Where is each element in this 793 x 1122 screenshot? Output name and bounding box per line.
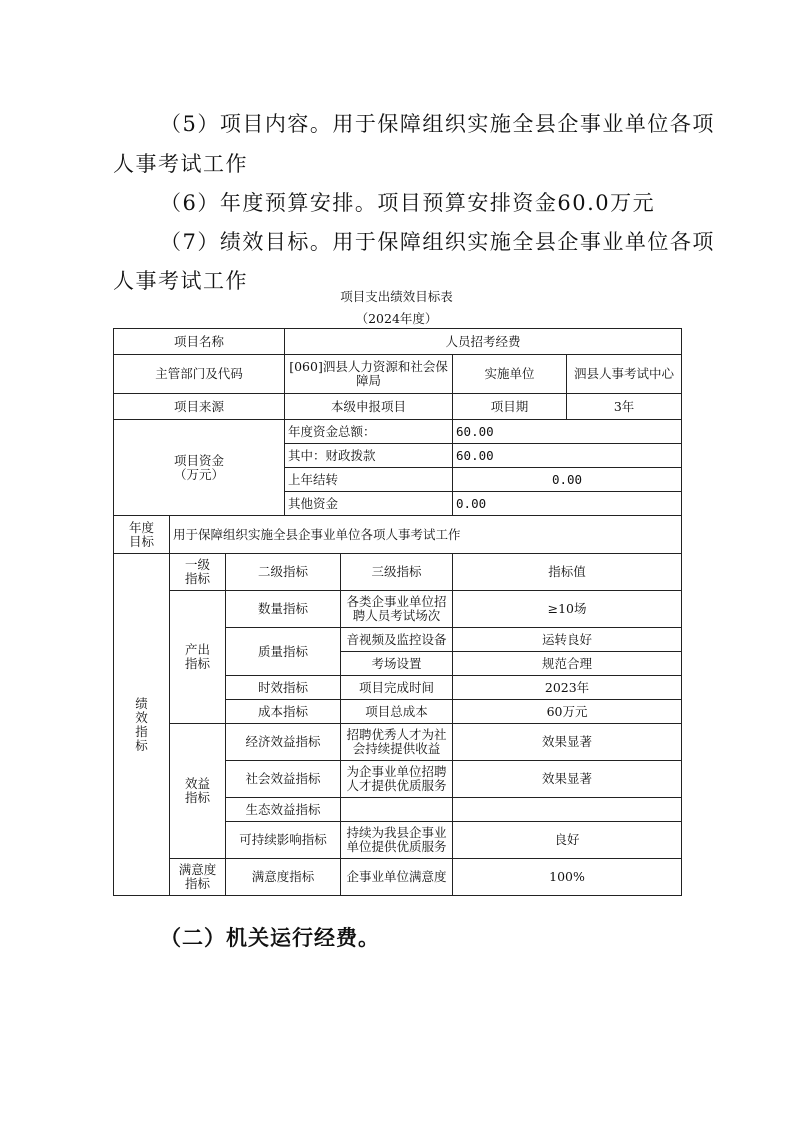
output-indicator-label: 产出指标 xyxy=(170,591,226,724)
paragraph-5-line-1: （5）项目内容。用于保障组织实施全县企事业单位各项 xyxy=(160,112,715,136)
ecological-value xyxy=(453,798,682,822)
quality-av-value: 运转良好 xyxy=(453,628,682,652)
satisfaction-l3: 企事业单位满意度 xyxy=(341,859,453,896)
cost-l2: 成本指标 xyxy=(226,700,341,724)
paragraph-7-line-1: （7）绩效目标。用于保障组织实施全县企事业单位各项 xyxy=(160,230,715,254)
dept-label: 主管部门及代码 xyxy=(114,355,285,394)
period-value: 3年 xyxy=(567,394,682,420)
satisfaction-l2: 满意度指标 xyxy=(226,859,341,896)
performance-target-table xyxy=(113,328,682,896)
quality-room-l3: 考场设置 xyxy=(341,652,453,676)
sustainable-l2: 可持续影响指标 xyxy=(226,822,341,859)
quantity-l2: 数量指标 xyxy=(226,591,341,628)
perf-indicator-label: 绩效指标 xyxy=(114,554,170,896)
quality-l2: 质量指标 xyxy=(226,628,341,676)
annual-total-value: 60.00 xyxy=(453,420,682,444)
economic-l3: 招聘优秀人才为社会持续提供收益 xyxy=(341,724,453,761)
quality-av-l3: 音视频及监控设备 xyxy=(341,628,453,652)
section-heading: （二）机关运行经费。 xyxy=(160,926,380,950)
impl-label: 实施单位 xyxy=(453,355,567,394)
timeliness-l3: 项目完成时间 xyxy=(341,676,453,700)
paragraph-5-line-2: 人事考试工作 xyxy=(113,152,248,176)
economic-value: 效果显著 xyxy=(453,724,682,761)
economic-l2: 经济效益指标 xyxy=(226,724,341,761)
table-title: 项目支出绩效目标表 xyxy=(340,289,453,304)
satisfaction-value: 100% xyxy=(453,859,682,896)
carryover-value: 0.00 xyxy=(453,468,682,492)
col-level2: 二级指标 xyxy=(226,554,341,591)
source-label: 项目来源 xyxy=(114,394,285,420)
funds-label: 项目资金（万元） xyxy=(114,420,285,516)
quality-room-value: 规范合理 xyxy=(453,652,682,676)
period-label: 项目期 xyxy=(453,394,567,420)
annual-goal-label: 年度目标 xyxy=(114,516,170,554)
col-level3: 三级指标 xyxy=(341,554,453,591)
source-value: 本级申报项目 xyxy=(285,394,453,420)
social-l3: 为企事业单位招聘人才提供优质服务 xyxy=(341,761,453,798)
other-funds-label: 其他资金 xyxy=(285,492,453,516)
benefit-indicator-label: 效益指标 xyxy=(170,724,226,859)
annual-total-label: 年度资金总额： xyxy=(285,420,453,444)
cost-value: 60万元 xyxy=(453,700,682,724)
carryover-label: 上年结转 xyxy=(285,468,453,492)
satisfaction-indicator-label: 满意度指标 xyxy=(170,859,226,896)
impl-value: 泗县人事考试中心 xyxy=(567,355,682,394)
other-funds-value: 0.00 xyxy=(453,492,682,516)
social-l2: 社会效益指标 xyxy=(226,761,341,798)
paragraph-6: （6）年度预算安排。项目预算安排资金60.0万元 xyxy=(160,191,656,215)
cost-l3: 项目总成本 xyxy=(341,700,453,724)
project-name-value: 人员招考经费 xyxy=(285,329,682,355)
paragraph-7-line-2: 人事考试工作 xyxy=(113,269,248,293)
fiscal-value: 60.00 xyxy=(453,444,682,468)
ecological-l3 xyxy=(341,798,453,822)
project-name-label: 项目名称 xyxy=(114,329,285,355)
table-year: （2024年度） xyxy=(355,311,438,326)
timeliness-value: 2023年 xyxy=(453,676,682,700)
dept-value: [060]泗县人力资源和社会保障局 xyxy=(285,355,453,394)
timeliness-l2: 时效指标 xyxy=(226,676,341,700)
quantity-value: ≥10场 xyxy=(453,591,682,628)
fiscal-label: 其中：财政拨款 xyxy=(285,444,453,468)
sustainable-l3: 持续为我县企事业单位提供优质服务 xyxy=(341,822,453,859)
ecological-l2: 生态效益指标 xyxy=(226,798,341,822)
sustainable-value: 良好 xyxy=(453,822,682,859)
annual-goal-value: 用于保障组织实施全县企事业单位各项人事考试工作 xyxy=(170,516,682,554)
col-level1: 一级指标 xyxy=(170,554,226,591)
col-indicator-value: 指标值 xyxy=(453,554,682,591)
social-value: 效果显著 xyxy=(453,761,682,798)
quantity-l3: 各类企事业单位招聘人员考试场次 xyxy=(341,591,453,628)
